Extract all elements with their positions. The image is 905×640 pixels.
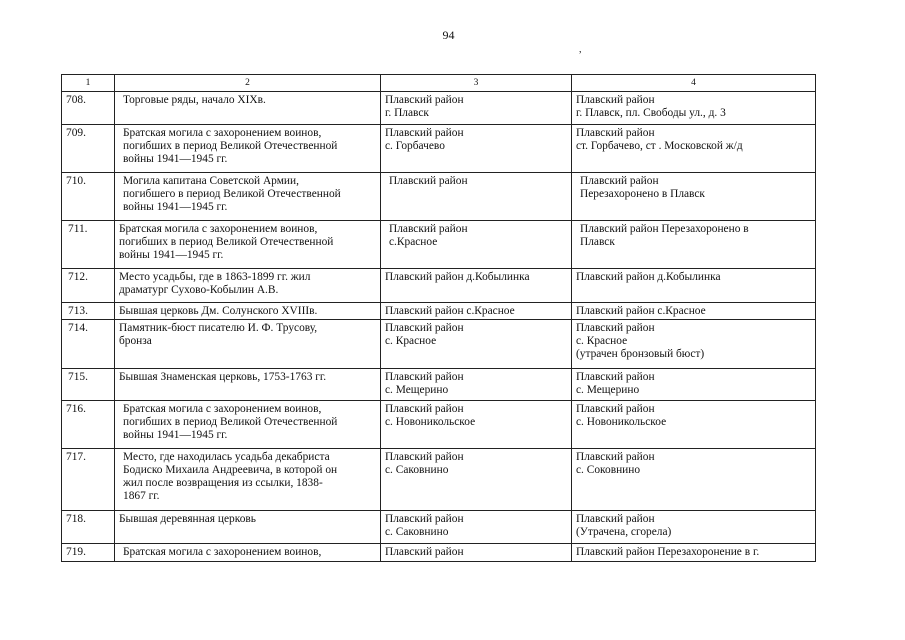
district-cell <box>381 320 572 369</box>
district-line: Плавский район <box>389 175 468 187</box>
location-line: ст. Горбачево, ст . Московской ж/д <box>576 140 743 152</box>
district-cell <box>381 92 572 125</box>
district-line: с.Красное <box>389 236 438 248</box>
location-line: Плавский район Перезахоронено в <box>580 223 749 235</box>
object-name-line: войны 1941—1945 гг. <box>123 429 228 441</box>
district-cell <box>381 544 572 562</box>
column-header-4: 4 <box>572 75 816 92</box>
district-cell <box>381 511 572 544</box>
object-name-cell <box>115 320 381 369</box>
object-name-line: Могила капитана Советской Армии, <box>123 175 299 187</box>
object-name-line: 1867 гг. <box>123 490 160 502</box>
location-line: Плавский район <box>576 127 655 139</box>
location-line: (Утрачена, сгорела) <box>576 526 672 538</box>
location-line: Плавск <box>580 236 615 248</box>
location-line: Плавский район Перезахоронение в г. <box>576 546 760 558</box>
object-name-line: Бывшая деревянная церковь <box>119 513 256 525</box>
location-cell <box>572 303 816 320</box>
location-cell <box>572 173 816 221</box>
district-line: с. Новоникольское <box>385 416 476 428</box>
object-name-line: Место усадьбы, где в 1863-1899 гг. жил <box>119 271 311 283</box>
district-cell <box>381 449 572 511</box>
district-line: с. Мещерино <box>385 384 449 396</box>
location-cell <box>572 92 816 125</box>
object-name-cell <box>115 221 381 269</box>
district-cell <box>381 269 572 303</box>
district-line: Плавский район <box>385 127 464 139</box>
object-name-cell <box>115 92 381 125</box>
location-line: Плавский район <box>580 175 659 187</box>
object-name-line: войны 1941—1945 гг. <box>123 153 228 165</box>
table-row <box>62 544 816 562</box>
location-line: Плавский район с.Красное <box>576 305 706 317</box>
object-name-cell <box>115 449 381 511</box>
district-line: Плавский район <box>389 223 468 235</box>
district-line: г. Плавск <box>385 107 429 119</box>
row-number: 711. <box>62 221 115 269</box>
district-line: Плавский район <box>385 451 464 463</box>
object-name-cell <box>115 544 381 562</box>
object-name-cell <box>115 369 381 401</box>
location-cell <box>572 320 816 369</box>
column-header-3: 3 <box>381 75 572 92</box>
table-body <box>62 92 816 562</box>
row-number: 719. <box>62 544 115 562</box>
object-name-line: Братская могила с захоронением воинов, <box>123 403 322 415</box>
object-name-line: жил после возвращения из ссылки, 1838- <box>123 477 323 489</box>
object-name-line: погибших в период Великой Отечественной <box>119 236 334 248</box>
district-line: с. Саковнино <box>385 526 449 538</box>
table-row <box>62 92 816 125</box>
location-line: Плавский район <box>576 403 655 415</box>
location-line: Перезахоронено в Плавск <box>580 188 705 200</box>
object-name-line: Братская могила с захоронением воинов, <box>123 127 322 139</box>
column-header-1: 1 <box>62 75 115 92</box>
row-number: 717. <box>62 449 115 511</box>
location-line: с. Соковнино <box>576 464 641 476</box>
table-row <box>62 369 816 401</box>
table-row <box>62 269 816 303</box>
location-cell <box>572 369 816 401</box>
object-name-line: Торговые ряды, начало XIXв. <box>123 94 266 106</box>
location-cell <box>572 449 816 511</box>
row-number: 714. <box>62 320 115 369</box>
object-name-line: войны 1941—1945 гг. <box>119 249 224 261</box>
location-cell <box>572 125 816 173</box>
table-row <box>62 221 816 269</box>
location-cell <box>572 511 816 544</box>
column-header-2: 2 <box>115 75 381 92</box>
district-line: с. Горбачево <box>385 140 445 152</box>
district-line: с. Саковнино <box>385 464 449 476</box>
object-name-cell <box>115 511 381 544</box>
table-row <box>62 449 816 511</box>
district-cell <box>381 303 572 320</box>
object-name-cell <box>115 303 381 320</box>
object-name-line: Бодиско Михаила Андреевича, в которой он <box>123 464 338 476</box>
row-number: 709. <box>62 125 115 173</box>
location-line: Плавский район д.Кобылинка <box>576 271 721 283</box>
row-number: 716. <box>62 401 115 449</box>
district-line: Плавский район <box>385 513 464 525</box>
table-row <box>62 401 816 449</box>
district-line: Плавский район <box>385 322 464 334</box>
location-line: Плавский район <box>576 322 655 334</box>
row-number: 710. <box>62 173 115 221</box>
column-header-row <box>62 75 816 92</box>
object-name-line: Памятник-бюст писателю И. Ф. Трусову, <box>119 322 318 334</box>
location-line: Плавский район <box>576 371 655 383</box>
location-cell <box>572 401 816 449</box>
monuments-table <box>61 74 816 562</box>
row-number: 715. <box>62 369 115 401</box>
object-name-cell <box>115 173 381 221</box>
table-row <box>62 320 816 369</box>
district-line: с. Красное <box>385 335 437 347</box>
location-line: г. Плавск, пл. Свободы ул., д. 3 <box>576 107 726 119</box>
object-name-line: драматург Сухово-Кобылин А.В. <box>119 284 279 296</box>
location-line: Плавский район <box>576 94 655 106</box>
district-cell <box>381 125 572 173</box>
object-name-line: Братская могила с захоронением воинов, <box>119 223 318 235</box>
corner-mark: , <box>579 44 582 55</box>
district-line: Плавский район д.Кобылинка <box>385 271 530 283</box>
row-number: 712. <box>62 269 115 303</box>
location-line: с. Красное <box>576 335 628 347</box>
table-row <box>62 511 816 544</box>
district-line: Плавский район <box>385 546 464 558</box>
district-line: Плавский район <box>385 371 464 383</box>
district-cell <box>381 369 572 401</box>
location-cell <box>572 544 816 562</box>
object-name-line: погибших в период Великой Отечественной <box>123 140 338 152</box>
page-number: 94 <box>442 28 455 42</box>
location-line: (утрачен бронзовый бюст) <box>576 348 705 360</box>
district-line: Плавский район <box>385 94 464 106</box>
object-name-line: войны 1941—1945 гг. <box>123 201 228 213</box>
object-name-cell <box>115 125 381 173</box>
location-line: с. Новоникольское <box>576 416 667 428</box>
object-name-cell <box>115 269 381 303</box>
district-cell <box>381 401 572 449</box>
object-name-line: погибших в период Великой Отечественной <box>123 416 338 428</box>
district-cell <box>381 173 572 221</box>
district-cell <box>381 221 572 269</box>
district-line: Плавский район с.Красное <box>385 305 515 317</box>
location-line: с. Мещерино <box>576 384 640 396</box>
row-number: 708. <box>62 92 115 125</box>
row-number: 718. <box>62 511 115 544</box>
location-line: Плавский район <box>576 451 655 463</box>
object-name-line: бронза <box>119 335 152 347</box>
table-row <box>62 303 816 320</box>
object-name-line: Бывшая Знаменская церковь, 1753-1763 гг. <box>119 371 327 383</box>
row-number: 713. <box>62 303 115 320</box>
table-row <box>62 173 816 221</box>
table-row <box>62 125 816 173</box>
object-name-line: Бывшая церковь Дм. Солунского XVIIIв. <box>119 305 318 317</box>
district-line: Плавский район <box>385 403 464 415</box>
location-cell <box>572 269 816 303</box>
location-cell <box>572 221 816 269</box>
location-line: Плавский район <box>576 513 655 525</box>
object-name-line: Место, где находилась усадьба декабриста <box>123 451 330 463</box>
object-name-line: погибшего в период Великой Отечественной <box>123 188 341 200</box>
object-name-line: Братская могила с захоронением воинов, <box>123 546 322 558</box>
object-name-cell <box>115 401 381 449</box>
